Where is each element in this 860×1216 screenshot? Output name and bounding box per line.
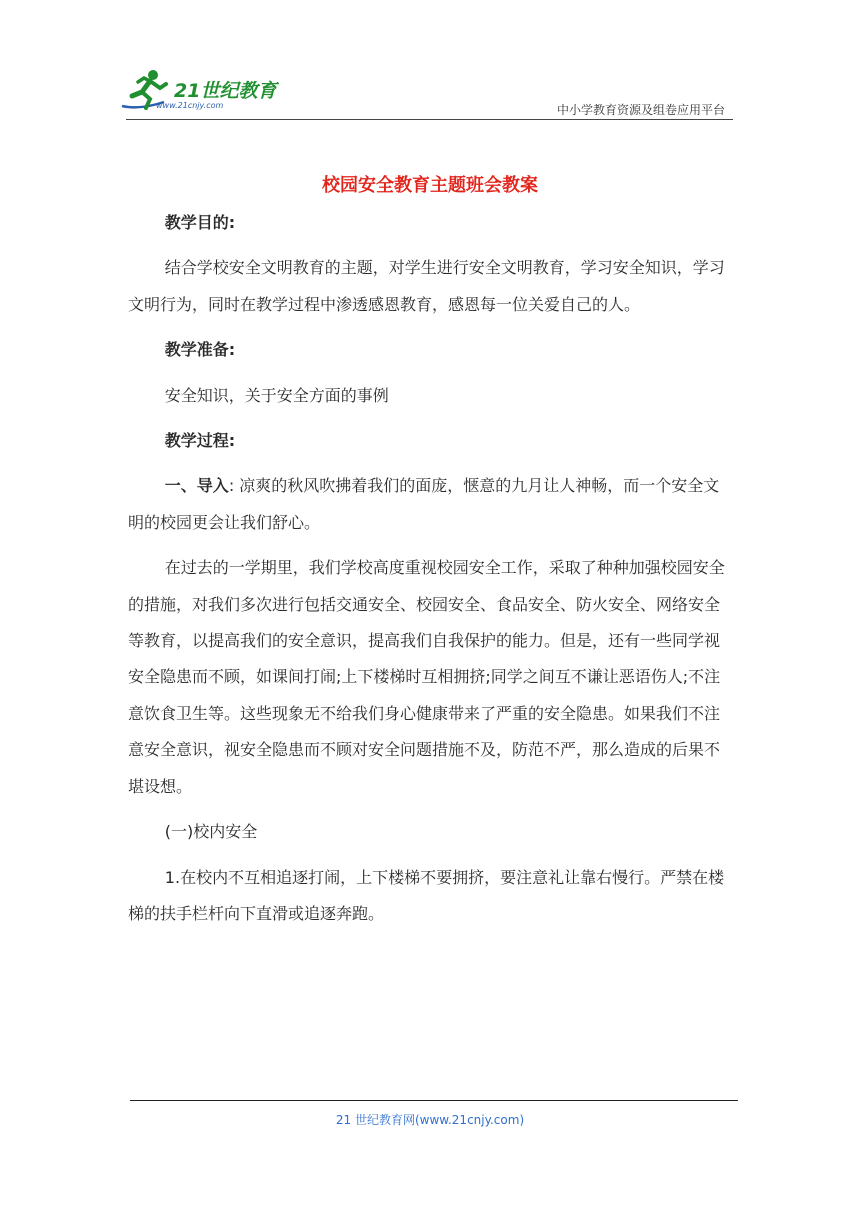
page-header — [0, 0, 860, 125]
footer-divider — [130, 1100, 738, 1101]
past-semester-paragraph: 在过去的一学期里，我们学校高度重视校园安全工作，采取了种种加强校园安全的措施，对我们多次进行包括交通安全、校园安全、食品安全、防火安全、网络安全等教育，以提高我们的安全意识，提高我们自我保护的能力。但是，还有一些同学视安全隐患而不顾，如课间打闹;上下楼梯时互相拥挤;同学之间互不谦让恶语伤人;不注意饮食卫生等。这些现象无不给我们身心健康带来了严重的安全隐患。如果我们不注意安全意识，视安全隐患而不顾对安全问题措施不及，防范不严，那么造成的后果不堪设想。 — [128, 558, 725, 796]
intro-label: 一、导入 — [164, 476, 229, 496]
goal-heading: 教学目的: — [164, 213, 236, 232]
intro-paragraph — [128, 468, 732, 541]
logo-url: www.21cnjy.com — [156, 101, 224, 110]
goal-paragraph: 结合学校安全文明教育的主题，对学生进行安全文明教育，学习安全知识，学习文明行为，同时在教学过程中渗透感恩教育，感恩每一位关爱自己的人。 — [128, 258, 725, 314]
intro-text: : 凉爽的秋风吹拂着我们的面庞，惬意的九月让人神畅，而一个安全文明的校园更会让我们舒心。 — [128, 476, 720, 532]
list-item: 1.在校内不互相追逐打闹，上下楼梯不要拥挤，要注意礼让靠右慢行。严禁在楼梯的扶手栏杆向下直滑或追逐奔跑。 — [128, 867, 725, 923]
header-tagline: 中小学教育资源及组卷应用平台 — [556, 103, 725, 117]
logo-text: 21世纪教育 — [174, 80, 277, 102]
campus-safety-subheading: (一)校内安全 — [164, 822, 258, 842]
site-logo[interactable] — [120, 66, 300, 116]
document-title: 校园安全教育主题班会教案 — [322, 175, 538, 196]
prep-heading: 教学准备: — [164, 340, 236, 360]
document-body — [128, 205, 732, 932]
header-divider — [126, 119, 733, 120]
footer-link[interactable]: 21 世纪教育网(www.21cnjy.com) — [335, 1113, 525, 1127]
process-heading: 教学过程: — [164, 431, 236, 451]
prep-paragraph: 安全知识，关于安全方面的事例 — [164, 385, 389, 405]
